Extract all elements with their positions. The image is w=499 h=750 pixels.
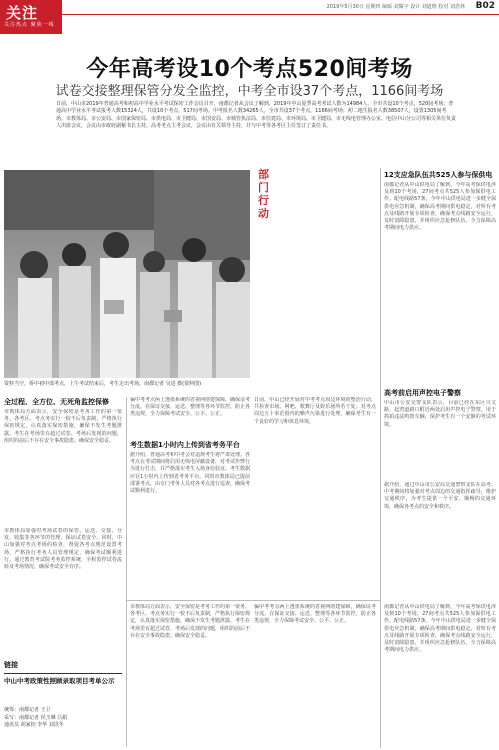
bottom-right-body: 骗中考考点两上透墨系统的省视网络建保障，确保证考分流。在保证交接、运送、整理等各环节监控，防止各类违规，全力保障考试安全、公平、公正。	[254, 604, 376, 625]
link-rule	[4, 673, 122, 674]
lead-paragraph: 日前，中山市2019年普通高考和初高中学业水平考试保密工作会议召开，南都记者从会议了解到，2019年中山夏季高考考试人数为14984人，全市共设10个考点，520间考场；普通高中学业水平考试报考人数15324人，共设10个考点，517间考场。中考报名人数34265人，全市共设37个考点，1166间考场；初二地生报名人数38507人，设置1305间考场。市教体局、市公安局、市国家保密局、市供电局、市卫健局、市国安局、市城管执法局、市住建局、市环境局、市卫健局、市无线电管理办公室、电信中山分公司等相关单位负责人出席会议，会议由市政府副秘书长主持。高考考点主考会议，会议由有关领导主持，并与中考等各考区主任签订了责任书。	[56, 101, 457, 130]
left-body: 市教体局方面表示，安全保密是考务工作的第一要务。各考区、考点务实行一校不后负责制，严格执行保密规定，认真落实保密措施，确保不发生考题泄露，考生在考场里有超过试卷、考场后发现的问题，组织的前后不存在安全事故隐患。确保安全稳妥。	[4, 409, 122, 444]
masthead-info: 2019年5月30日 星期四 编辑 刘耀宇 设计 刘道维 校对 刘恩林	[326, 4, 465, 10]
right-column-divider	[380, 168, 381, 748]
link-box	[4, 660, 122, 686]
section-title: 关注	[6, 4, 39, 22]
headline: 今年高考设10个考点520间考场	[86, 57, 413, 82]
section-badge	[0, 0, 62, 34]
power-supply-body: 南都记者从中山供电局了解到，今年高考保供电涉及到10个考场，27间考点共525人参加保供电工作。配电线路57条。今年中山供电局进一步健全保供电应急机制，确保高考期间供电稳定，对所有考点及线路开展专项检查，确保考点线路安全运行，及时消除隐患，并组织应急抢修队伍，全力保障高考期间电力供应。	[384, 182, 496, 232]
crowd-photo-image	[4, 170, 250, 378]
masthead-rule	[62, 14, 499, 15]
link-label: 链接	[4, 661, 18, 669]
traffic-camera-title: 高考前启用声控电子警察	[384, 389, 461, 397]
news-photo	[4, 170, 250, 378]
column-divider	[126, 397, 127, 747]
left-body-2: 市教体局加强对考场试卷的保管、运送、交接、分发、收集等各环节的管理，保证试卷安全。同时，中山加强对考点考场的检查，督促各考点规范设置考场，严格执行考务人员管理规定，确保考试顺利进行。通过教育考试院考务监控系统，全程监控试卷流转及考场情况，确保考试安全有序。	[4, 528, 122, 571]
power-supply-title: 12支应急队伍共525人参与保供电	[384, 171, 493, 179]
bottom-left-body: 市教体局方面表示，安全保密是考务工作的第一要务。各考区、考点务实行一校不后负责制，严格执行保密规定，认真落实保密措施，确保不发生考题泄露，考生在考场里有超过试卷、考场后发现的问题，组织的前后不存在安全事故隐患。确保安全稳妥。	[130, 604, 250, 639]
subheadline: 试卷交接整理保管分发全监控，中考全市设37个考点，1166间考场	[55, 84, 444, 99]
right-bottom-body: 南都记者从中山供电局了解到，今年高考保供电涉及到10个考场，27间考点共525人参加保供电工作。配电线路57条。今年中山供电局进一步健全保供电应急机制，确保高考期间供电稳定，对所有考点及线路开展专项检查，确保考点线路安全运行，及时消除隐患，并组织应急抢修队伍，全力保障高考期间电力供应。	[384, 604, 496, 654]
traffic-camera-body-2: 据介绍，通过中山市公安局交通警察支队在高考、中考期间将加强对考点周边的交通指挥疏导，维护交通秩序，为考生提供一个平安、顺畅的交通环境，确保各考点的安全和秩序。	[384, 482, 496, 510]
photo-caption: 资料当空，侨中初中部考点，上午考试结束后，考生走出考场。南都记者 吴进 摄(资料图)	[4, 381, 202, 387]
section-slogan: 关注热点 聚焦一线	[4, 22, 55, 28]
credits	[4, 707, 122, 730]
center-right-body: 日前，中山已经开展对中考考点周边环境的整治行动，共检查市场、网吧、歌舞厅及娱乐场所若干处。对考点周边五十米范围内的噪声污染进行处理，确保考生有一个良好的学习和休息环境。	[254, 397, 376, 425]
bottom-divider	[126, 600, 380, 601]
masthead	[0, 0, 499, 34]
middle-intro: 骗中考考点两上透墨系统的省视网络建保障，确保证考分流。在保证交接、运送、整理等各环节监控，防止各类违规，全力保障考试安全、公平、公正。	[130, 397, 250, 418]
traffic-camera-body: 中山市公安交警支队表示，目前已经在东区兴文路、起湾道路口附近两处启用声控电子警察，用于抓拍违法鸣笛车辆，保护考生有一个安静的考试环境。	[384, 400, 496, 428]
page-number: B02	[475, 1, 495, 11]
credit-line-3: 通讯员 胡家钧 李华 刘洪冬	[4, 722, 64, 728]
department-action-label: 部门行动	[258, 168, 269, 220]
left-section-title: 全过程、全方位、无死角监控保修	[4, 398, 109, 406]
middle-section-title: 考生数据1小时内上传到省考务平台	[130, 441, 240, 449]
link-title: 中山中考政策性照顾录取项目考单公示	[4, 677, 115, 685]
middle-body: 据介绍，普通高考和中考会对违规考生将严肃处理。各考点在考试期间将启用无线电屏蔽设备，对考试作弊行为进行打击，并严格落实考生入场身份验证。考生数据应在1小时内上传到省考务平台。同时市教体局已提前部署考点，由专门考务人员对各考点进行巡查，确保考试顺利进行。	[130, 452, 250, 495]
credit-line-2: 采写：南都记者 侯玉琳 吕娟	[4, 714, 68, 721]
credit-line-1: 统筹：南都记者 王卫	[4, 707, 51, 713]
